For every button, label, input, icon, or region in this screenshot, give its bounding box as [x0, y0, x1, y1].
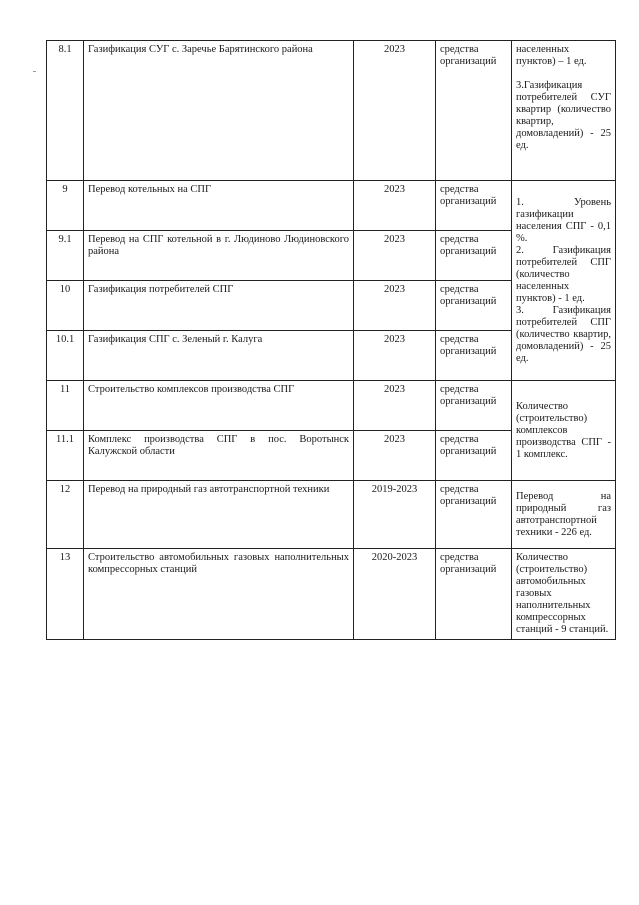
event-name: Перевод на СПГ котельной в г. Людиново Людиновского района [84, 231, 354, 281]
event-name: Газификация СУГ с. Заречье Барятинского района [84, 41, 354, 181]
funding-source: средства организаций [436, 41, 512, 181]
row-number: 11 [47, 381, 84, 431]
event-year: 2023 [354, 231, 436, 281]
funding-source: средства организаций [436, 431, 512, 481]
expected-result [512, 41, 616, 181]
row-number: 8.1 [47, 41, 84, 181]
event-year: 2023 [354, 431, 436, 481]
result-text: 3.Газификация потребителей СУГ квартир (количество квартир, домовладений) - 25 ед. [516, 80, 611, 151]
event-name: Строительство комплексов производства СПГ [84, 381, 354, 431]
row-number: 10.1 [47, 331, 84, 381]
row-number: 10 [47, 281, 84, 331]
table-row [47, 549, 616, 640]
event-name: Газификация потребителей СПГ [84, 281, 354, 331]
event-name: Комплекс производства СПГ в пос. Воротынск Калужской области [84, 431, 354, 481]
event-year: 2020-2023 [354, 549, 436, 640]
event-name: Перевод котельных на СПГ [84, 181, 354, 231]
event-year: 2023 [354, 281, 436, 331]
expected-result [512, 181, 616, 381]
event-year: 2023 [354, 181, 436, 231]
margin-mark [33, 71, 36, 72]
funding-source: средства организаций [436, 331, 512, 381]
event-year: 2023 [354, 41, 436, 181]
program-table [46, 40, 616, 640]
row-number: 13 [47, 549, 84, 640]
funding-source: средства организаций [436, 181, 512, 231]
table-row [47, 41, 616, 181]
row-number: 12 [47, 481, 84, 549]
table-row [47, 481, 616, 549]
table-row [47, 181, 616, 231]
result-text: населенных пунктов) – 1 ед. [516, 44, 587, 67]
expected-result [512, 381, 616, 481]
expected-result: Перевод на природный газ автотранспортной техники - 226 ед. [512, 481, 616, 549]
result-text: 1. Уровень газификации населения СПГ - 0,1 %. 2. Газификация потребителей СПГ (количество населенных пунктов) - 1 ед. 3. Газификация потребителей СПГ (количество квартир, домовладений) - 25 ед. [516, 196, 611, 364]
event-year: 2023 [354, 331, 436, 381]
event-name: Строительство автомобильных газовых наполнительных компрессорных станций [84, 549, 354, 640]
result-text: Количество (строительство) комплексов производства СПГ - 1 комплекс. [516, 400, 611, 460]
event-name: Газификация СПГ с. Зеленый г. Калуга [84, 331, 354, 381]
row-number: 9 [47, 181, 84, 231]
event-year: 2023 [354, 381, 436, 431]
event-name: Перевод на природный газ автотранспортной техники [84, 481, 354, 549]
funding-source: средства организаций [436, 231, 512, 281]
funding-source: средства организаций [436, 281, 512, 331]
funding-source: средства организаций [436, 481, 512, 549]
table-row [47, 381, 616, 431]
funding-source: средства организаций [436, 381, 512, 431]
expected-result: Количество (строительство) автомобильных газовых наполнительных компрессорных станций - 9 станций. [512, 549, 616, 640]
row-number: 9.1 [47, 231, 84, 281]
funding-source: средства организаций [436, 549, 512, 640]
event-year: 2019-2023 [354, 481, 436, 549]
row-number: 11.1 [47, 431, 84, 481]
